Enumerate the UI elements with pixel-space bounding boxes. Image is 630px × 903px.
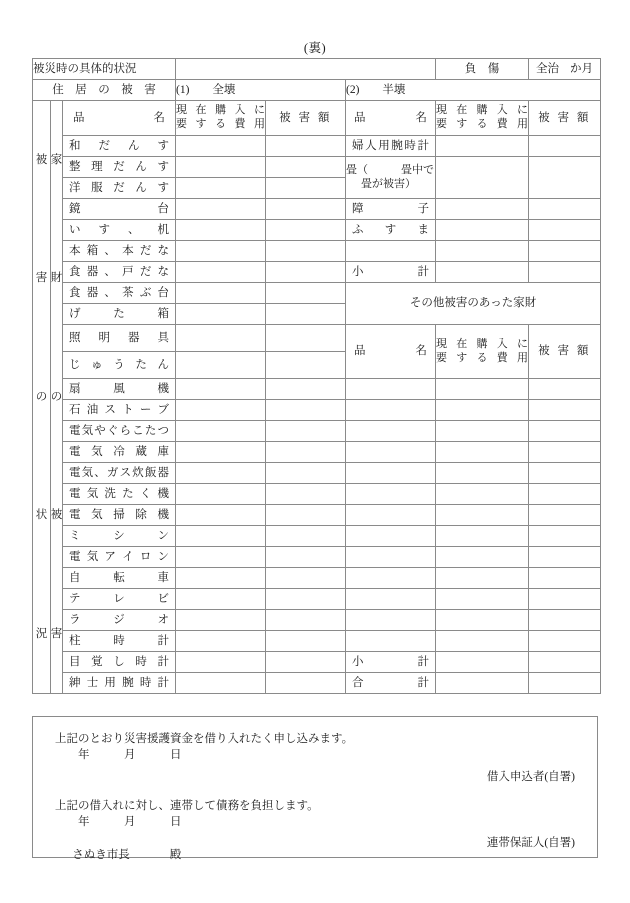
amount-denki-iron[interactable] bbox=[266, 547, 346, 568]
other-item-cost[interactable] bbox=[436, 400, 529, 421]
table-row bbox=[33, 631, 601, 652]
amount-denki-reizoko[interactable] bbox=[266, 442, 346, 463]
cost-denki-sojiki[interactable] bbox=[176, 505, 266, 526]
amount-shokki-chabudai[interactable] bbox=[266, 283, 346, 304]
amount-denki-sentakuki[interactable] bbox=[266, 484, 346, 505]
amount-shinshi-udedokei[interactable] bbox=[266, 673, 346, 694]
other-item-cost[interactable] bbox=[436, 568, 529, 589]
item-name-shomei-kigu: 照 明 器 具 bbox=[63, 325, 176, 352]
table-row bbox=[33, 241, 601, 262]
residence-option-zenkai[interactable]: (1) 全壊 bbox=[176, 80, 346, 101]
header-item-name-other: 品 名 bbox=[346, 325, 436, 379]
other-subtotal-cost[interactable] bbox=[436, 652, 529, 673]
cost-denki-reizoko[interactable] bbox=[176, 442, 266, 463]
table-row bbox=[33, 283, 601, 304]
other-item-name[interactable] bbox=[346, 484, 436, 505]
other-item-name[interactable] bbox=[346, 610, 436, 631]
header-purchase-cost-left: 現 在 購 入 に 要 す る 費 用 bbox=[176, 101, 266, 136]
table-row bbox=[33, 484, 601, 505]
situation-value[interactable] bbox=[176, 59, 436, 80]
amount-fusuma[interactable] bbox=[529, 220, 601, 241]
other-item-amount[interactable] bbox=[529, 547, 601, 568]
amount-tatami[interactable] bbox=[529, 157, 601, 199]
guarantor-signature-label[interactable]: 連帯保証人(自署) bbox=[486, 837, 575, 849]
cost-shomei-kigu[interactable] bbox=[176, 325, 266, 352]
amount-wadansu[interactable] bbox=[266, 136, 346, 157]
cost-seiri-dansu[interactable] bbox=[176, 157, 266, 178]
other-item-name[interactable] bbox=[346, 568, 436, 589]
other-item-cost[interactable] bbox=[436, 505, 529, 526]
amount-getabako[interactable] bbox=[266, 304, 346, 325]
item-name-denki-gas-suihanki: 電 気 、 ガ ス 炊 飯 器 bbox=[63, 463, 176, 484]
other-item-cost[interactable] bbox=[436, 547, 529, 568]
rail-outer-damage-status: 被 害 の 状 況 bbox=[33, 101, 51, 694]
cost-shoji[interactable] bbox=[436, 199, 529, 220]
amount-honbako[interactable] bbox=[266, 241, 346, 262]
amount-hashira-dokei[interactable] bbox=[266, 631, 346, 652]
item-name-denki-iron: 電 気 ア イ ロ ン bbox=[63, 547, 176, 568]
other-item-name[interactable] bbox=[346, 421, 436, 442]
other-item-cost[interactable] bbox=[436, 589, 529, 610]
amount-mishin[interactable] bbox=[266, 526, 346, 547]
cost-denki-sentakuki[interactable] bbox=[176, 484, 266, 505]
cost-mezamashi-dokei[interactable] bbox=[176, 652, 266, 673]
header-damage-amount-right: 被 害 額 bbox=[529, 101, 601, 136]
column-header-row bbox=[33, 101, 601, 136]
statement-date-1[interactable]: 年 月 日 bbox=[78, 749, 182, 761]
other-item-amount[interactable] bbox=[529, 484, 601, 505]
other-item-cost[interactable] bbox=[436, 421, 529, 442]
table-row bbox=[33, 379, 601, 400]
cost-blank-right[interactable] bbox=[436, 241, 529, 262]
other-total-label: 合 計 bbox=[346, 673, 436, 694]
table-row bbox=[33, 421, 601, 442]
other-item-amount[interactable] bbox=[529, 400, 601, 421]
other-item-cost[interactable] bbox=[436, 610, 529, 631]
amount-denki-yagura-kotatsu[interactable] bbox=[266, 421, 346, 442]
amount-mezamashi-dokei[interactable] bbox=[266, 652, 346, 673]
header-damage-amount-left: 被 害 額 bbox=[266, 101, 346, 136]
injury-label: 負 傷 bbox=[436, 59, 529, 80]
amount-seiri-dansu[interactable] bbox=[266, 157, 346, 178]
other-item-name[interactable] bbox=[346, 631, 436, 652]
other-item-cost[interactable] bbox=[436, 631, 529, 652]
header-item-name-right: 品 名 bbox=[346, 101, 436, 136]
statement-line-1: 上記のとおり災害援護資金を借り入れたく申し込みます。 bbox=[55, 733, 354, 745]
cost-denki-iron[interactable] bbox=[176, 547, 266, 568]
item-name-getabako: げ た 箱 bbox=[63, 304, 176, 325]
item-name-denki-yagura-kotatsu: 電 気 や ぐ ら こ た つ bbox=[63, 421, 176, 442]
item-name-mishin: ミ シ ン bbox=[63, 526, 176, 547]
other-item-cost[interactable] bbox=[436, 526, 529, 547]
cure-unit: か月 bbox=[570, 62, 594, 75]
cost-yofuku-dansu[interactable] bbox=[176, 178, 266, 199]
table-row bbox=[33, 547, 601, 568]
other-item-amount[interactable] bbox=[529, 610, 601, 631]
other-item-amount[interactable] bbox=[529, 379, 601, 400]
item-name-tatami[interactable]: 畳（ 畳中で 畳が被害） bbox=[346, 157, 436, 199]
item-name-jitensha: 自 転 車 bbox=[63, 568, 176, 589]
other-item-name[interactable] bbox=[346, 505, 436, 526]
other-item-name[interactable] bbox=[346, 379, 436, 400]
cure-cell[interactable] bbox=[529, 59, 601, 80]
header-item-name-left: 品 名 bbox=[63, 101, 176, 136]
statement-line-2: 上記の借入れに対し、連帯して債務を負担します。 bbox=[55, 800, 319, 812]
other-item-cost[interactable] bbox=[436, 442, 529, 463]
amount-kyodai[interactable] bbox=[266, 199, 346, 220]
situation-label: 被災時の具体的状況 bbox=[33, 59, 176, 80]
cost-tatami[interactable] bbox=[436, 157, 529, 199]
amount-blank-right[interactable] bbox=[529, 241, 601, 262]
amount-shoji[interactable] bbox=[529, 199, 601, 220]
header-purchase-cost-right: 現 在 購 入 に 要 す る 費 用 bbox=[436, 101, 529, 136]
item-name-fusuma: ふ す ま bbox=[346, 220, 436, 241]
amount-shokki-todana[interactable] bbox=[266, 262, 346, 283]
table-row bbox=[33, 262, 601, 283]
amount-jitensha[interactable] bbox=[266, 568, 346, 589]
table-row bbox=[33, 157, 601, 178]
other-item-amount[interactable] bbox=[529, 631, 601, 652]
item-name-denki-sojiki: 電 気 掃 除 機 bbox=[63, 505, 176, 526]
cost-wadansu[interactable] bbox=[176, 136, 266, 157]
addressee-name: さぬき市長 bbox=[72, 849, 130, 861]
table-row bbox=[33, 568, 601, 589]
item-name-senpuki: 扇 風 機 bbox=[63, 379, 176, 400]
other-item-name[interactable] bbox=[346, 589, 436, 610]
residence-label: 住 居 の 被 害 bbox=[33, 80, 176, 101]
cost-isu-tsukue[interactable] bbox=[176, 220, 266, 241]
amount-sekiyu-stove[interactable] bbox=[266, 400, 346, 421]
table-row bbox=[33, 400, 601, 421]
header-purchase-cost-other: 現 在 購 入 に 要 す る 費 用 bbox=[436, 325, 529, 379]
cost-shinshi-udedokei[interactable] bbox=[176, 673, 266, 694]
cost-subtotal-upper[interactable] bbox=[436, 262, 529, 283]
amount-senpuki[interactable] bbox=[266, 379, 346, 400]
table-row bbox=[33, 199, 601, 220]
table-row bbox=[33, 136, 601, 157]
table-row bbox=[33, 463, 601, 484]
item-name-juutan: じ ゅ う た ん bbox=[63, 352, 176, 379]
addressee-honorific: 殿 bbox=[169, 849, 182, 861]
item-name-hashira-dokei: 柱 時 計 bbox=[63, 631, 176, 652]
amount-juutan[interactable] bbox=[266, 352, 346, 379]
addressee-line bbox=[55, 834, 181, 874]
amount-rajio[interactable] bbox=[266, 610, 346, 631]
table-row bbox=[33, 505, 601, 526]
cost-getabako[interactable] bbox=[176, 304, 266, 325]
item-name-mezamashi-dokei: 目 覚 し 時 計 bbox=[63, 652, 176, 673]
item-name-denki-reizoko: 電 気 冷 蔵 庫 bbox=[63, 442, 176, 463]
other-item-amount[interactable] bbox=[529, 589, 601, 610]
other-total-cost[interactable] bbox=[436, 673, 529, 694]
cost-rajio[interactable] bbox=[176, 610, 266, 631]
borrower-signature-label[interactable]: 借入申込者(自署) bbox=[486, 771, 575, 783]
amount-fujin-udedokei[interactable] bbox=[529, 136, 601, 157]
amount-terebi[interactable] bbox=[266, 589, 346, 610]
other-subtotal-label: 小 計 bbox=[346, 652, 436, 673]
item-name-honbako: 本 箱 、 本 だ な bbox=[63, 241, 176, 262]
damage-table bbox=[32, 58, 601, 694]
cost-hashira-dokei[interactable] bbox=[176, 631, 266, 652]
cost-sekiyu-stove[interactable] bbox=[176, 400, 266, 421]
amount-shomei-kigu[interactable] bbox=[266, 325, 346, 352]
situation-row bbox=[33, 59, 601, 80]
item-name-fujin-udedokei: 婦 人 用 腕 時 計 bbox=[346, 136, 436, 157]
table-row bbox=[33, 325, 601, 352]
cost-mishin[interactable] bbox=[176, 526, 266, 547]
item-name-shokki-chabudai: 食 器 、 茶 ぶ 台 bbox=[63, 283, 176, 304]
other-item-name[interactable] bbox=[346, 463, 436, 484]
item-name-shinshi-udedokei: 紳 士 用 腕 時 計 bbox=[63, 673, 176, 694]
cost-shokki-chabudai[interactable] bbox=[176, 283, 266, 304]
cost-juutan[interactable] bbox=[176, 352, 266, 379]
cost-denki-yagura-kotatsu[interactable] bbox=[176, 421, 266, 442]
cost-jitensha[interactable] bbox=[176, 568, 266, 589]
table-row bbox=[33, 442, 601, 463]
item-name-isu-tsukue: い す 、 机 bbox=[63, 220, 176, 241]
item-name-shoji: 障 子 bbox=[346, 199, 436, 220]
item-name-denki-sentakuki: 電 気 洗 た く 機 bbox=[63, 484, 176, 505]
other-item-cost[interactable] bbox=[436, 463, 529, 484]
amount-subtotal-upper[interactable] bbox=[529, 262, 601, 283]
other-item-name[interactable] bbox=[346, 400, 436, 421]
other-subtotal-amount[interactable] bbox=[529, 652, 601, 673]
item-name-sekiyu-stove: 石 油 ス ト ー ブ bbox=[63, 400, 176, 421]
item-name-terebi: テ レ ビ bbox=[63, 589, 176, 610]
header-damage-amount-other: 被 害 額 bbox=[529, 325, 601, 379]
item-name-subtotal-upper: 小 計 bbox=[346, 262, 436, 283]
table-row bbox=[33, 652, 601, 673]
cost-honbako[interactable] bbox=[176, 241, 266, 262]
other-item-name[interactable] bbox=[346, 526, 436, 547]
cost-kyodai[interactable] bbox=[176, 199, 266, 220]
other-item-name[interactable] bbox=[346, 442, 436, 463]
other-item-amount[interactable] bbox=[529, 463, 601, 484]
cost-senpuki[interactable] bbox=[176, 379, 266, 400]
statement-date-2[interactable]: 年 月 日 bbox=[78, 816, 182, 828]
cost-shokki-todana[interactable] bbox=[176, 262, 266, 283]
amount-isu-tsukue[interactable] bbox=[266, 220, 346, 241]
item-name-shokki-todana: 食 器 、 戸 だ な bbox=[63, 262, 176, 283]
other-item-cost[interactable] bbox=[436, 379, 529, 400]
cost-denki-gas-suihanki[interactable] bbox=[176, 463, 266, 484]
item-name-rajio: ラ ジ オ bbox=[63, 610, 176, 631]
statement-box bbox=[32, 716, 598, 861]
rail-inner-household-damage: 家 財 の 被 害 bbox=[51, 101, 63, 694]
other-total-amount[interactable] bbox=[529, 673, 601, 694]
other-item-amount[interactable] bbox=[529, 568, 601, 589]
other-item-amount[interactable] bbox=[529, 505, 601, 526]
item-name-wadansu: 和 だ ん す bbox=[63, 136, 176, 157]
item-name-yofuku-dansu: 洋 服 だ ん す bbox=[63, 178, 176, 199]
other-item-amount[interactable] bbox=[529, 442, 601, 463]
other-item-amount[interactable] bbox=[529, 526, 601, 547]
amount-yofuku-dansu[interactable] bbox=[266, 178, 346, 199]
item-name-seiri-dansu: 整 理 だ ん す bbox=[63, 157, 176, 178]
residence-option-hankai[interactable]: (2) 半壊 bbox=[346, 80, 601, 101]
cost-fusuma[interactable] bbox=[436, 220, 529, 241]
other-item-cost[interactable] bbox=[436, 484, 529, 505]
amount-denki-gas-suihanki[interactable] bbox=[266, 463, 346, 484]
table-row bbox=[33, 610, 601, 631]
other-damaged-property-title: その他被害のあった家財 bbox=[346, 283, 601, 325]
page-title: (裏) bbox=[303, 41, 327, 55]
residence-row bbox=[33, 80, 601, 101]
item-name-blank-right[interactable] bbox=[346, 241, 436, 262]
table-row bbox=[33, 526, 601, 547]
other-item-amount[interactable] bbox=[529, 421, 601, 442]
item-name-kyodai: 鏡 台 bbox=[63, 199, 176, 220]
cure-label: 全治 bbox=[536, 62, 560, 75]
table-row bbox=[33, 673, 601, 694]
table-row bbox=[33, 220, 601, 241]
table-row bbox=[33, 589, 601, 610]
cost-fujin-udedokei[interactable] bbox=[436, 136, 529, 157]
cost-terebi[interactable] bbox=[176, 589, 266, 610]
other-item-name[interactable] bbox=[346, 547, 436, 568]
amount-denki-sojiki[interactable] bbox=[266, 505, 346, 526]
